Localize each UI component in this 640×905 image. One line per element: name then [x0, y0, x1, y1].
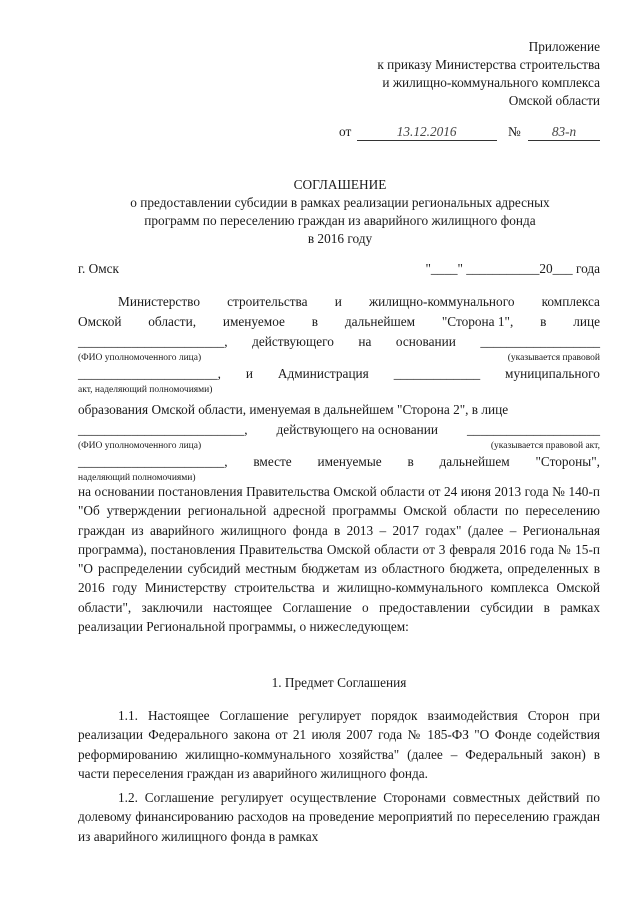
order-number-label: №: [507, 124, 521, 139]
hint-legal-act: (указывается правовой: [507, 353, 600, 363]
party1-block: [78, 292, 600, 396]
clause-1-2: 1.2. Соглашение регулирует осуществление Сторонами совместных действий по долевому финансированию расходов на проведение мероприятий по переселению граждан из аварийного жилищного фонда в рамках: [78, 790, 600, 844]
hint-legal-act: (указывается правовой акт,: [490, 441, 600, 451]
agreement-title: [60, 176, 620, 248]
party1-hint-authority: акт, наделяющий полномочиями): [78, 385, 213, 395]
city-date-line: [78, 261, 600, 277]
party2-row: _________________________, действующего на основании ____________________: [78, 422, 600, 437]
party2-hint-authority: наделяющий полномочиями): [78, 473, 196, 483]
party1-row: Омской области, именуемое в дальнейшем "Сторона 1", в лице: [78, 314, 600, 329]
title-main: СОГЛАШЕНИЕ: [293, 177, 387, 192]
title-line: программ по переселению граждан из аварийного жилищного фонда: [144, 213, 536, 228]
basis-paragraph: на основании постановления Правительства Омской области от 24 июня 2013 года № 140-п "Об утверждении региональной адресной программы Омской области по переселению граждан из аварийного жилищного фонда в 2013 – 2017 годах" (далее – Региональная программа), постановления Правительства Омской области от 3 февраля 2016 года № 15-п "О распределении субсидий местным бюджетам из областного бюджета, определенных в 2016 году Министерству строительства и жилищно-коммунального комплекса Омской области", заключили настоящее Соглашение о предоставлении субсидии в рамках реализации Региональной программы, о нижеследующем:: [78, 484, 600, 635]
section-heading: 1. Предмет Соглашения: [271, 675, 407, 690]
party1-row: ______________________, действующего на основании __________________: [78, 334, 600, 349]
party2-hint-row: [78, 440, 600, 452]
title-line: в 2016 году: [307, 231, 373, 246]
date-placeholder: "____" ___________20___ года: [425, 261, 600, 276]
order-date-handwritten: 13.12.2016: [357, 124, 497, 141]
order-from-label: от: [339, 124, 352, 139]
party1-hint-row: [78, 352, 600, 364]
clause-1-1: 1.1. Настоящее Соглашение регулирует порядок взаимодействия Сторон при реализации Федерального закона от 21 июля 2007 года № 185-ФЗ "О Фонде содействия реформированию жилищно-коммунального хозяйства" (далее – Федеральный закон) в части переселения граждан из аварийного жилищного фонда.: [78, 708, 600, 781]
party2-row: образования Омской области, именуемая в дальнейшем "Сторона 2", в лице: [78, 402, 509, 417]
city-name: г. Омск: [78, 261, 119, 276]
order-reference: [339, 124, 600, 141]
appendix-line: и жилищно-коммунального комплекса: [382, 75, 600, 90]
appendix-line: Омской области: [508, 93, 600, 108]
party2-block: [78, 400, 600, 484]
party1-row: Министерство строительства и жилищно-коммунального комплекса: [118, 294, 600, 309]
hint-fio: (ФИО уполномоченного лица): [78, 353, 202, 363]
appendix-line: к приказу Министерства строительства: [377, 57, 600, 72]
order-number-handwritten: 83-п: [528, 124, 600, 141]
title-line: о предоставлении субсидии в рамках реализации региональных адресных: [130, 195, 550, 210]
appendix-line: Приложение: [528, 39, 600, 54]
hint-fio: (ФИО уполномоченного лица): [78, 441, 202, 451]
party2-row: ______________________, вместе именуемые в дальнейшем "Стороны",: [78, 454, 600, 469]
appendix-header: [377, 38, 600, 110]
party1-row: _____________________, и Администрация _____________ муниципального: [78, 366, 600, 381]
